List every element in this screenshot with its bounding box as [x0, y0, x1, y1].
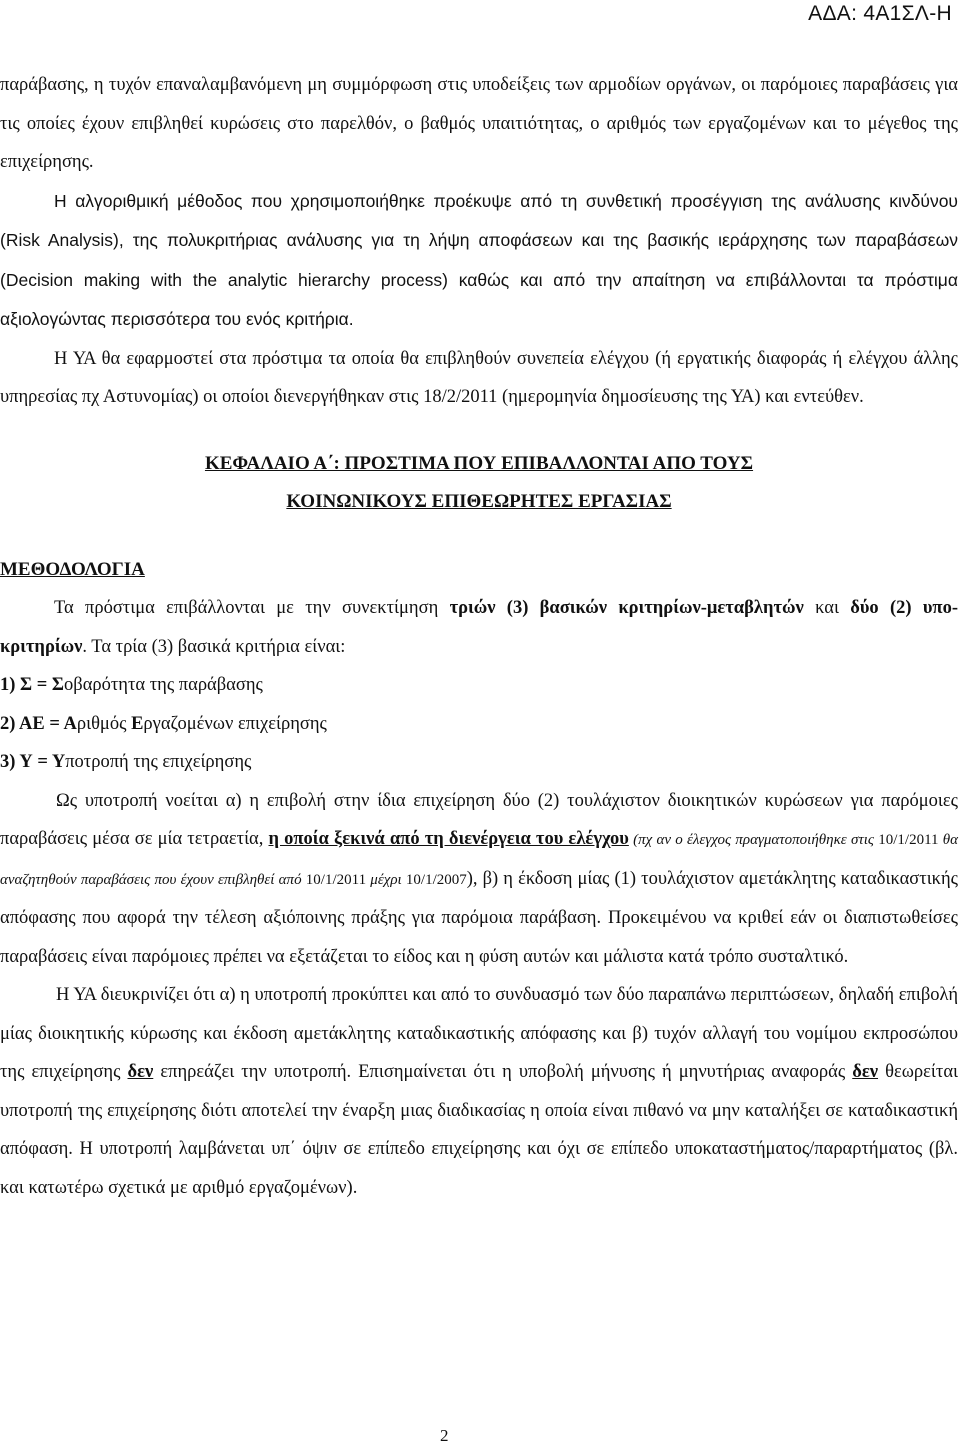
chapter-title-line-2: ΚΟΙΝΩΝΙΚΟΥΣ ΕΠΙΘΕΩΡΗΤΕΣ ΕΡΓΑΣΙΑΣ [286, 490, 672, 512]
p5-text-i: ), β) η έκδοση μίας (1) τουλάχιστον αμετάκλητης καταδικαστικής απόφασης που αφορά την τέλεση αξιόποινης πράξης για παρόμοια παράβαση. Προκειμένου να κριθεί εάν οι διαπιστωθείσες παραβάσεις είναι παρόμοιες πρέπει να εξετάζεται το είδος και η φύση αυτών και μάλιστα κατά τρόπο συσταλτικό. [0, 868, 959, 967]
p5-date-1: 10/1/2011 [878, 832, 939, 848]
p5-text-a: Ως υποτροπή νοείται α) η επιβολή στην ίδια επιχείρηση δύο (2) τουλάχιστον διοικητικών κυρώσεων για παρόμοιες παραβάσεις μέσα σε μία τετραετία, [0, 790, 958, 849]
p4-bold-d: δύο (2) υπο-κριτηρίων [0, 598, 958, 657]
p5-italic-e: θα αναζητηθούν παραβάσεις που έχουν επιβληθεί από [0, 832, 959, 888]
p6-text-e: θεωρείται υποτροπή της επιχείρησης διότι αποτελεί την έναρξη μιας διαδικασίας η οποία είναι πιθανό να μην καταλήξει σε καταδικαστική απόφαση. Η υποτροπή λαμβάνεται υπ΄ όψιν σε επίπεδο επιχείρησης και όχι σε επίπεδο υποκαταστήματος/παραρτήματος (βλ. και κατωτέρω σχετικά με αριθμό εργαζομένων). [0, 1062, 958, 1198]
criterion-3-text: ποτροπή της επιχείρησης [65, 752, 252, 772]
ada-code: ΑΔΑ: 4Α1ΣΛ-Η [808, 2, 952, 25]
p5-date-3: 10/1/2007 [405, 871, 467, 888]
criterion-2-bold: Ε [131, 713, 144, 734]
criterion-3-num: 3) Υ = Υ [0, 752, 66, 772]
p4-text-e: . Τα τρία (3) βασικά κριτήρια είναι: [82, 636, 346, 657]
paragraph-6 [0, 976, 958, 1207]
criterion-2 [0, 705, 958, 744]
p4-text-a: Τα πρόστιμα επιβάλλονται με την συνεκτίμηση [54, 598, 450, 618]
document-body [0, 66, 958, 1207]
p5-italic-g: μέχρι [366, 871, 406, 888]
criterion-2-text: ργαζομένων επιχείρησης [143, 713, 327, 734]
paragraph-3: Η ΥΑ θα εφαρμοστεί στα πρόστιμα τα οποία θα επιβληθούν συνεπεία ελέγχου (ή εργατικής διαφοράς ή ελέγχου άλλης υπηρεσίας πχ Αστυνομίας) οι οποίοι διενεργήθηκαν στις 18/2/2011 (ημερομηνία δημοσίευσης της ΥΑ) και εντεύθεν. [0, 348, 958, 407]
criterion-1-num: 1) Σ = Σ [0, 675, 65, 695]
paragraph-5 [0, 782, 958, 977]
p4-bold-b: τριών (3) βασικών κριτηρίων-μεταβλητών [449, 598, 804, 618]
p5-date-2: 10/1/2011 [305, 871, 367, 888]
p6-text-c: επηρεάζει την υποτροπή. Επισημαίνεται ότι η υποβολή μήνυσης ή μηνυτήριας αναφοράς [153, 1062, 853, 1082]
criterion-3 [0, 743, 958, 782]
criterion-1-text: οβαρότητα της παράβασης [64, 675, 263, 695]
methodology-title: ΜΕΘΟΔΟΛΟΓΙΑ [0, 558, 145, 580]
p6-den-2: δεν [852, 1062, 879, 1082]
p4-text-c: και [803, 598, 851, 618]
paragraph-2-text: Η αλγοριθμική μέθοδος που χρησιμοποιήθηκε προέκυψε από τη συνθετική προσέγγιση της ανάλυσης κινδύνου (Risk Analysis), της πολυκριτήριας ανάλυσης για τη λήψη αποφάσεων και της βασικής ιεράρχησης των παραβάσεων (Decision making with the analytic hierarchy process) καθώς και από την απαίτηση να επιβάλλονται τα πρόστιμα αξιολογώντας περισσότερα του ενός κριτήρια. [0, 190, 958, 329]
page-number: 2 [440, 1426, 449, 1445]
paragraph-1: παράβασης, η τυχόν επαναλαμβανόμενη μη συμμόρφωση στις υποδείξεις των αρμοδίων οργάνων, οι παρόμοιες παραβάσεις για τις οποίες έχουν επιβληθεί κυρώσεις στο παρελθόν, ο βαθμός υπαιτιότητας, ο αριθμός των εργαζομένων και το μέγεθος της επιχείρησης. [0, 75, 958, 172]
criterion-1 [0, 666, 958, 705]
p5-underlined: η οποία ξεκινά από τη διενέργεια του ελέγχου [268, 829, 629, 849]
paragraph-4 [0, 589, 958, 666]
criterion-2-mid: ριθμός [76, 713, 132, 734]
p6-text-a: Η ΥΑ διευκρινίζει ότι α) η υποτροπή προκύπτει και από το συνδυασμό των δύο παραπάνω περιπτώσεων, δηλαδή επιβολή μίας διοικητικής κύρωσης και έκδοση αμετάκλητης καταδικαστικής απόφασης και β) τυχόν αλλαγή του νομίμου εκπροσώπου της επιχείρησης [0, 985, 958, 1082]
criterion-2-num: 2) ΑΕ = Α [0, 713, 77, 734]
paragraph-2 [0, 182, 958, 340]
p6-den-1: δεν [127, 1062, 154, 1082]
chapter-title-line-1: ΚΕΦΑΛΑΙΟ Α΄: ΠΡΟΣΤΙΜΑ ΠΟΥ ΕΠΙΒΑΛΛΟΝΤΑΙ ΑΠΟ ΤΟΥΣ [204, 452, 754, 474]
p5-italic-c: (πχ αν ο έλεγχος πραγματοποιήθηκε στις [628, 832, 879, 848]
